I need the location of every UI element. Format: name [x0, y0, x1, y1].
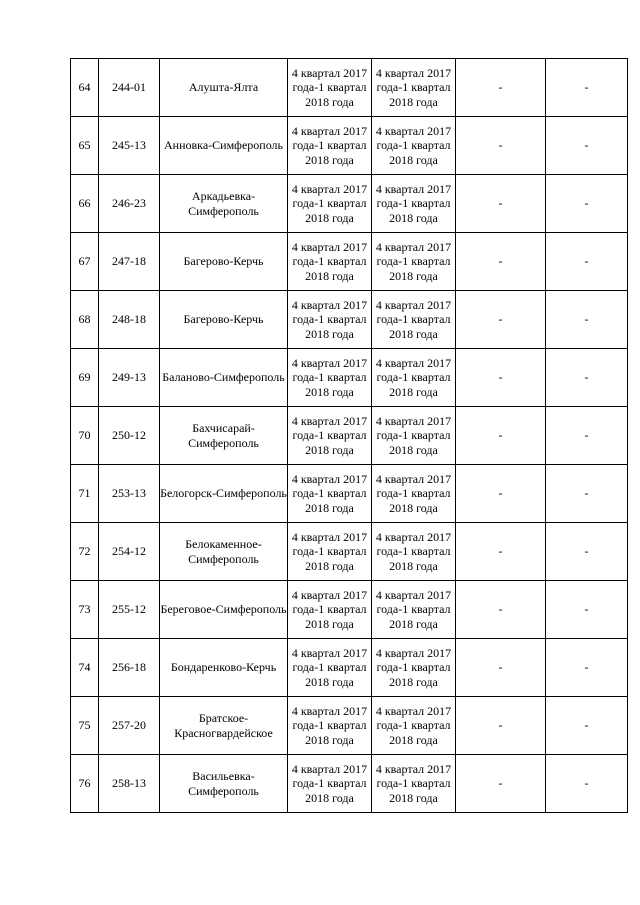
row-number-cell: 71 [71, 465, 99, 523]
table-row [71, 233, 628, 291]
route-name-cell: Белокаменное-Симферополь [160, 523, 288, 581]
route-name-cell: Алушта-Ялта [160, 59, 288, 117]
route-code-cell: 248-18 [99, 291, 160, 349]
route-code-cell: 249-13 [99, 349, 160, 407]
value-cell: - [456, 233, 546, 291]
route-name-cell: Багерово-Керчь [160, 233, 288, 291]
row-number-cell: 70 [71, 407, 99, 465]
route-name-cell: Васильевка-Симферополь [160, 755, 288, 813]
value-cell: - [456, 755, 546, 813]
table-row [71, 581, 628, 639]
value-cell: - [546, 117, 628, 175]
end-period-cell: 4 квартал 2017 года-1 квартал 2018 года [372, 639, 456, 697]
route-code-cell: 253-13 [99, 465, 160, 523]
table-row [71, 59, 628, 117]
table-row [71, 117, 628, 175]
end-period-cell: 4 квартал 2017 года-1 квартал 2018 года [372, 291, 456, 349]
table-row [71, 291, 628, 349]
route-code-cell: 256-18 [99, 639, 160, 697]
start-period-cell: 4 квартал 2017 года-1 квартал 2018 года [288, 291, 372, 349]
value-cell: - [456, 523, 546, 581]
route-name-cell: Баланово-Симферополь [160, 349, 288, 407]
value-cell: - [546, 407, 628, 465]
routes-table [70, 58, 628, 813]
value-cell: - [546, 581, 628, 639]
value-cell: - [546, 755, 628, 813]
start-period-cell: 4 квартал 2017 года-1 квартал 2018 года [288, 465, 372, 523]
start-period-cell: 4 квартал 2017 года-1 квартал 2018 года [288, 407, 372, 465]
row-number-cell: 75 [71, 697, 99, 755]
value-cell: - [456, 407, 546, 465]
route-code-cell: 244-01 [99, 59, 160, 117]
route-name-cell: Анновка-Симферополь [160, 117, 288, 175]
start-period-cell: 4 квартал 2017 года-1 квартал 2018 года [288, 523, 372, 581]
end-period-cell: 4 квартал 2017 года-1 квартал 2018 года [372, 581, 456, 639]
route-code-cell: 255-12 [99, 581, 160, 639]
route-code-cell: 250-12 [99, 407, 160, 465]
end-period-cell: 4 квартал 2017 года-1 квартал 2018 года [372, 755, 456, 813]
row-number-cell: 68 [71, 291, 99, 349]
start-period-cell: 4 квартал 2017 года-1 квартал 2018 года [288, 233, 372, 291]
start-period-cell: 4 квартал 2017 года-1 квартал 2018 года [288, 117, 372, 175]
start-period-cell: 4 квартал 2017 года-1 квартал 2018 года [288, 755, 372, 813]
route-name-cell: Братское-Красногвардейское [160, 697, 288, 755]
route-name-cell: Бахчисарай-Симферополь [160, 407, 288, 465]
row-number-cell: 72 [71, 523, 99, 581]
value-cell: - [546, 59, 628, 117]
value-cell: - [456, 291, 546, 349]
start-period-cell: 4 квартал 2017 года-1 квартал 2018 года [288, 175, 372, 233]
route-code-cell: 247-18 [99, 233, 160, 291]
route-name-cell: Белогорск-Симферополь [160, 465, 288, 523]
value-cell: - [456, 59, 546, 117]
value-cell: - [546, 349, 628, 407]
value-cell: - [456, 175, 546, 233]
row-number-cell: 65 [71, 117, 99, 175]
routes-table-body [71, 59, 628, 813]
start-period-cell: 4 квартал 2017 года-1 квартал 2018 года [288, 639, 372, 697]
route-code-cell: 257-20 [99, 697, 160, 755]
route-name-cell: Аркадьевка-Симферополь [160, 175, 288, 233]
end-period-cell: 4 квартал 2017 года-1 квартал 2018 года [372, 175, 456, 233]
table-row [71, 697, 628, 755]
route-code-cell: 246-23 [99, 175, 160, 233]
route-code-cell: 254-12 [99, 523, 160, 581]
value-cell: - [546, 291, 628, 349]
start-period-cell: 4 квартал 2017 года-1 квартал 2018 года [288, 697, 372, 755]
row-number-cell: 66 [71, 175, 99, 233]
value-cell: - [546, 465, 628, 523]
start-period-cell: 4 квартал 2017 года-1 квартал 2018 года [288, 581, 372, 639]
table-row [71, 175, 628, 233]
value-cell: - [546, 175, 628, 233]
end-period-cell: 4 квартал 2017 года-1 квартал 2018 года [372, 465, 456, 523]
end-period-cell: 4 квартал 2017 года-1 квартал 2018 года [372, 697, 456, 755]
start-period-cell: 4 квартал 2017 года-1 квартал 2018 года [288, 59, 372, 117]
row-number-cell: 69 [71, 349, 99, 407]
route-code-cell: 258-13 [99, 755, 160, 813]
row-number-cell: 74 [71, 639, 99, 697]
value-cell: - [456, 117, 546, 175]
value-cell: - [546, 697, 628, 755]
start-period-cell: 4 квартал 2017 года-1 квартал 2018 года [288, 349, 372, 407]
end-period-cell: 4 квартал 2017 года-1 квартал 2018 года [372, 349, 456, 407]
route-name-cell: Бондаренково-Керчь [160, 639, 288, 697]
end-period-cell: 4 квартал 2017 года-1 квартал 2018 года [372, 407, 456, 465]
table-row [71, 465, 628, 523]
route-name-cell: Багерово-Керчь [160, 291, 288, 349]
table-row [71, 349, 628, 407]
value-cell: - [546, 639, 628, 697]
value-cell: - [546, 233, 628, 291]
value-cell: - [456, 349, 546, 407]
route-code-cell: 245-13 [99, 117, 160, 175]
row-number-cell: 67 [71, 233, 99, 291]
route-name-cell: Береговое-Симферополь [160, 581, 288, 639]
end-period-cell: 4 квартал 2017 года-1 квартал 2018 года [372, 117, 456, 175]
value-cell: - [546, 523, 628, 581]
end-period-cell: 4 квартал 2017 года-1 квартал 2018 года [372, 59, 456, 117]
value-cell: - [456, 465, 546, 523]
end-period-cell: 4 квартал 2017 года-1 квартал 2018 года [372, 523, 456, 581]
value-cell: - [456, 639, 546, 697]
row-number-cell: 64 [71, 59, 99, 117]
table-row [71, 407, 628, 465]
table-row [71, 639, 628, 697]
row-number-cell: 73 [71, 581, 99, 639]
value-cell: - [456, 697, 546, 755]
row-number-cell: 76 [71, 755, 99, 813]
table-row [71, 755, 628, 813]
end-period-cell: 4 квартал 2017 года-1 квартал 2018 года [372, 233, 456, 291]
value-cell: - [456, 581, 546, 639]
table-row [71, 523, 628, 581]
